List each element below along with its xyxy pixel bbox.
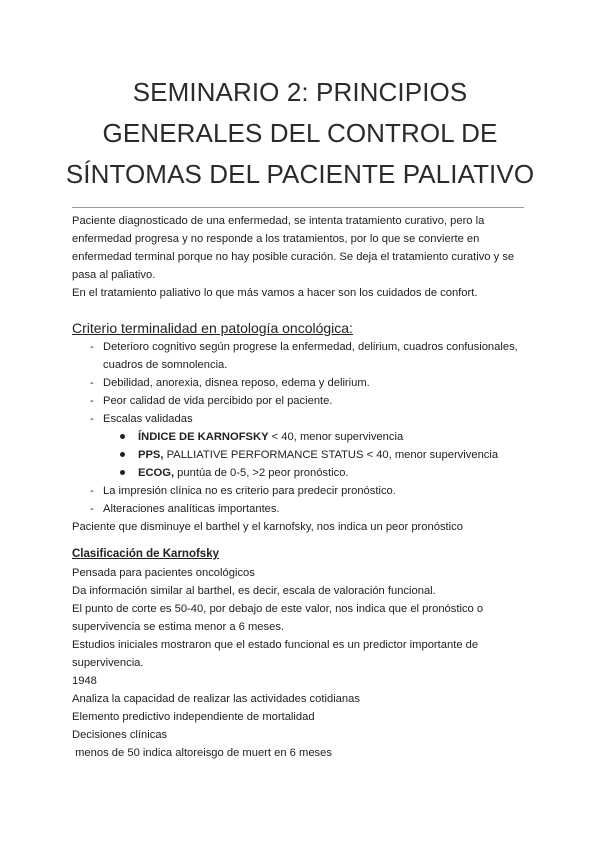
criterio-closing: Paciente que disminuye el barthel y el karnofsky, nos indica un peor pronóstico	[72, 521, 463, 533]
list-item	[72, 392, 542, 410]
intro-paragraph	[72, 212, 532, 302]
scale-detail: puntúa de 0-5, >2 peor pronóstico.	[174, 467, 349, 479]
dash-marker: -	[90, 485, 94, 497]
page-title	[40, 72, 560, 195]
list-item-text: cuadros de somnolencia.	[103, 359, 228, 371]
dash-marker: -	[90, 377, 94, 389]
list-item	[72, 410, 542, 428]
karnofsky-body	[72, 564, 532, 762]
intro-line: pasa al paliativo.	[72, 269, 156, 281]
dash-marker: -	[90, 395, 94, 407]
list-item-text: Deterioro cognitivo según progrese la enfermedad, delirium, cuadros confusionales,	[103, 341, 518, 353]
scale-name: ECOG,	[138, 467, 175, 479]
karnofsky-line: supervivencia se estima menor a 6 meses.	[72, 621, 285, 633]
karnofsky-line: El punto de corte es 50-40, por debajo de este valor, nos indica que el pronóstico o	[72, 603, 484, 615]
karnofsky-line: Pensada para pacientes oncológicos	[72, 567, 255, 579]
criterio-list	[72, 338, 542, 536]
bullet-dot-icon	[120, 434, 125, 439]
title-divider	[72, 207, 524, 208]
list-item-text: Escalas validadas	[103, 413, 193, 425]
intro-line: En el tratamiento paliativo lo que más vamos a hacer son los cuidados de confort.	[72, 287, 478, 299]
dash-marker: -	[90, 341, 94, 353]
list-item	[72, 482, 542, 500]
title-line-2: GENERALES DEL CONTROL DE	[102, 118, 498, 148]
list-item	[72, 338, 542, 374]
title-line-1: SEMINARIO 2: PRINCIPIOS	[132, 77, 468, 107]
scale-detail: < 40, menor supervivencia	[268, 431, 404, 443]
karnofsky-line: Estudios iniciales mostraron que el estado funcional es un predictor importante de	[72, 639, 479, 651]
title-line-3: SÍNTOMAS DEL PACIENTE PALIATIVO	[65, 159, 535, 189]
karnofsky-line: Decisiones clínicas	[72, 729, 168, 741]
karnofsky-heading: Clasificación de Karnofsky	[72, 548, 219, 560]
scale-item-karnofsky	[72, 428, 542, 446]
karnofsky-line: Da información similar al barthel, es decir, escala de valoración funcional.	[72, 585, 436, 597]
scale-name: ÍNDICE DE KARNOFSKY	[138, 431, 269, 443]
intro-line: enfermedad progresa y no responde a los tratamientos, por lo que se convierte en	[72, 233, 480, 245]
karnofsky-line: supervivencia.	[72, 657, 144, 669]
dash-marker: -	[90, 503, 94, 515]
list-item	[72, 500, 542, 518]
dash-marker: -	[90, 413, 94, 425]
karnofsky-line: menos de 50 indica altoreisgo de muert en 6 meses	[72, 747, 332, 759]
list-item-text: Peor calidad de vida percibido por el paciente.	[103, 395, 333, 407]
karnofsky-line: Analiza la capacidad de realizar las actividades cotidianas	[72, 693, 360, 705]
intro-line: enfermedad terminal porque no hay posible curación. Se deja el tratamiento curativo y se	[72, 251, 515, 263]
list-item-text: La impresión clínica no es criterio para predecir pronóstico.	[103, 485, 396, 497]
intro-line: Paciente diagnosticado de una enfermedad, se intenta tratamiento curativo, pero la	[72, 215, 485, 227]
bullet-dot-icon	[120, 452, 125, 457]
criterio-heading: Criterio terminalidad en patología oncológica:	[72, 320, 353, 336]
karnofsky-line: 1948	[72, 675, 97, 687]
bullet-dot-icon	[120, 470, 125, 475]
scale-item-pps	[72, 446, 542, 464]
scale-name: PPS,	[138, 449, 164, 461]
scale-item-ecog	[72, 464, 542, 482]
scale-detail: PALLIATIVE PERFORMANCE STATUS < 40, menor supervivencia	[163, 449, 499, 461]
list-item	[72, 374, 542, 392]
karnofsky-line: Elemento predictivo independiente de mortalidad	[72, 711, 315, 723]
list-item-text: Alteraciones analíticas importantes.	[103, 503, 280, 515]
list-item-text: Debilidad, anorexia, disnea reposo, edema y delirium.	[103, 377, 370, 389]
